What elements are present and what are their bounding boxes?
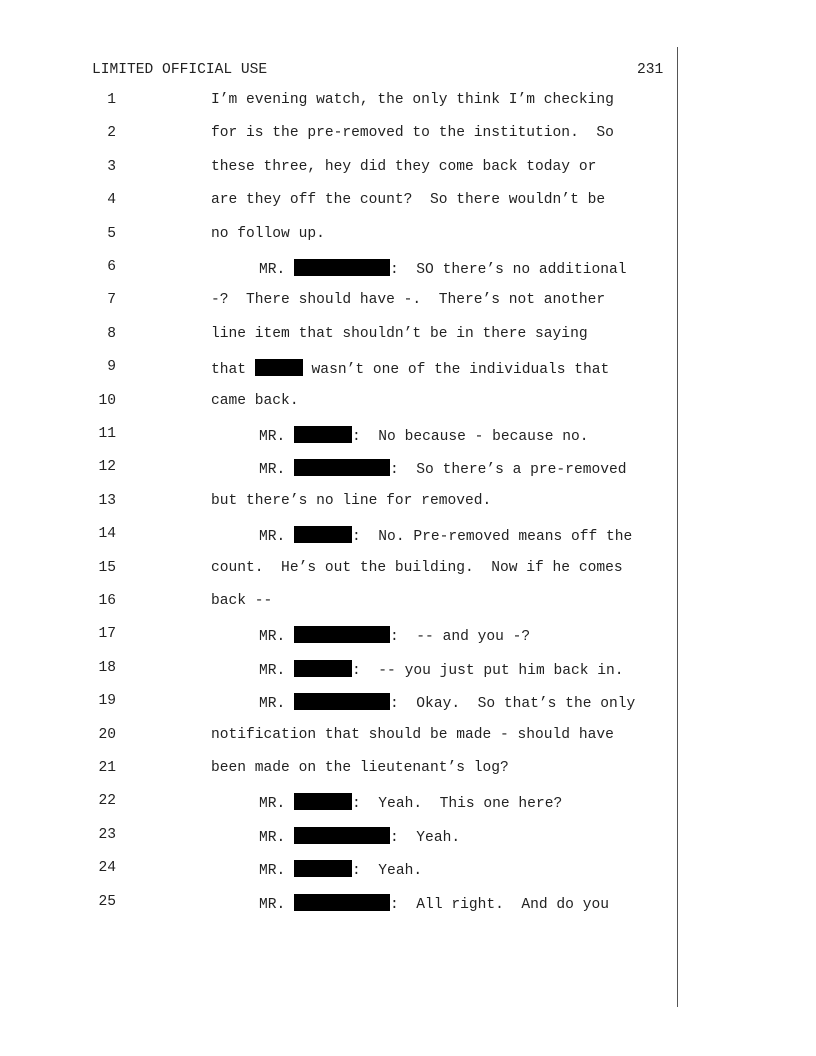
line-text xyxy=(211,593,272,609)
margin-rule xyxy=(677,47,678,1007)
line-text xyxy=(259,693,635,712)
text-segment: came back. xyxy=(211,392,299,409)
line-text xyxy=(259,526,632,545)
text-segment: : -- you just put him back in. xyxy=(352,662,624,679)
line-number: 17 xyxy=(98,626,116,643)
text-segment: : SO there’s no additional xyxy=(390,262,627,278)
transcript-line xyxy=(0,359,676,383)
line-number: 14 xyxy=(98,526,116,543)
line-number: 10 xyxy=(98,392,116,409)
text-segment: for is the pre-removed to the institution. So xyxy=(211,125,614,142)
transcript-line xyxy=(0,626,676,650)
line-number: 8 xyxy=(107,325,116,342)
line-number: 23 xyxy=(98,826,116,843)
text-segment: that xyxy=(211,362,255,379)
text-segment: these three, hey did they come back today or xyxy=(211,158,597,175)
line-number: 1 xyxy=(107,92,116,108)
page-number: 231 xyxy=(637,62,664,78)
text-segment: been made on the lieutenant’s log? xyxy=(211,760,509,776)
redaction-box xyxy=(294,259,390,276)
line-text xyxy=(211,493,491,509)
line-text xyxy=(211,125,614,141)
transcript-line xyxy=(0,660,676,684)
line-text xyxy=(259,426,589,445)
line-text xyxy=(211,727,614,743)
transcript-line xyxy=(0,292,676,316)
text-segment: MR. xyxy=(259,829,295,846)
text-segment: : No. Pre-removed means off the xyxy=(352,529,633,546)
line-number: 3 xyxy=(107,158,116,175)
transcript-line xyxy=(0,593,676,617)
text-segment: : Yeah. xyxy=(352,863,423,880)
text-segment: : No because - because no. xyxy=(352,429,589,445)
text-segment: MR. xyxy=(259,863,295,880)
line-text xyxy=(259,259,627,278)
transcript-line xyxy=(0,192,676,216)
text-segment: MR. xyxy=(259,262,295,278)
transcript-line xyxy=(0,493,676,517)
text-segment: MR. xyxy=(259,462,295,479)
text-segment: are they off the count? So there wouldn’t be xyxy=(211,192,606,209)
line-number: 22 xyxy=(98,793,116,810)
line-text xyxy=(211,226,325,242)
transcript-line xyxy=(0,159,676,183)
text-segment: MR. xyxy=(259,896,295,913)
transcript-line xyxy=(0,760,676,784)
text-segment: : All right. And do you xyxy=(390,896,609,913)
line-text xyxy=(259,827,460,846)
line-text xyxy=(211,159,596,175)
line-text xyxy=(211,760,509,776)
transcript-line xyxy=(0,860,676,884)
text-segment: : -- and you -? xyxy=(390,629,531,646)
redaction-box xyxy=(294,860,352,877)
text-segment: : So there’s a pre-removed xyxy=(390,462,627,479)
line-number: 16 xyxy=(98,593,116,609)
line-number: 24 xyxy=(98,860,116,877)
line-number: 7 xyxy=(107,292,116,309)
text-segment: MR. xyxy=(259,429,295,445)
text-segment: MR. xyxy=(259,796,295,813)
text-segment: I’m evening watch, the only think I’m checking xyxy=(211,92,614,108)
redaction-box xyxy=(294,827,390,844)
redaction-box xyxy=(294,660,352,677)
classification-header: LIMITED OFFICIAL USE xyxy=(92,62,268,78)
text-segment: but there’s no line for removed. xyxy=(211,492,492,509)
text-segment: MR. xyxy=(259,529,295,546)
text-segment: MR. xyxy=(259,696,295,713)
transcript-line xyxy=(0,894,676,918)
line-number: 5 xyxy=(107,225,116,242)
line-text xyxy=(259,894,609,913)
transcript-line xyxy=(0,259,676,283)
text-segment: MR. xyxy=(259,629,295,646)
redaction-box xyxy=(294,426,352,443)
text-segment: notification that should be made - should have xyxy=(211,726,614,743)
line-number: 11 xyxy=(98,426,116,442)
line-text xyxy=(211,192,605,208)
line-text xyxy=(259,860,422,879)
line-number: 19 xyxy=(98,693,116,710)
line-number: 18 xyxy=(98,659,116,676)
line-number: 12 xyxy=(98,459,116,476)
line-text xyxy=(259,660,624,679)
line-text xyxy=(211,292,605,308)
text-segment: no follow up. xyxy=(211,225,325,242)
text-segment: : Okay. So that’s the only xyxy=(390,696,636,713)
transcript-line xyxy=(0,793,676,817)
line-text xyxy=(211,560,623,576)
line-text xyxy=(259,793,562,812)
redaction-box xyxy=(255,359,303,376)
line-text xyxy=(259,626,530,645)
line-number: 13 xyxy=(98,492,116,509)
transcript-line xyxy=(0,827,676,851)
text-segment: back -- xyxy=(211,593,273,609)
line-number: 21 xyxy=(98,760,116,776)
line-number: 9 xyxy=(107,359,116,376)
text-segment: wasn’t one of the individuals that xyxy=(302,362,610,379)
transcript-line xyxy=(0,92,676,116)
transcript-line xyxy=(0,459,676,483)
text-segment: : Yeah. xyxy=(390,829,461,846)
redaction-box xyxy=(294,793,352,810)
transcript-line xyxy=(0,526,676,550)
redaction-box xyxy=(294,626,390,643)
line-text xyxy=(259,459,627,478)
line-number: 6 xyxy=(107,259,116,275)
text-segment: count. He’s out the building. Now if he comes xyxy=(211,559,623,576)
text-segment: -? There should have -. There’s not another xyxy=(211,292,606,309)
redaction-box xyxy=(294,526,352,543)
text-segment: : Yeah. This one here? xyxy=(352,796,563,813)
line-number: 15 xyxy=(98,559,116,576)
line-text xyxy=(211,359,609,378)
line-number: 2 xyxy=(107,125,116,142)
line-number: 20 xyxy=(98,726,116,743)
transcript-line xyxy=(0,226,676,250)
transcript-line xyxy=(0,393,676,417)
transcript-line xyxy=(0,326,676,350)
transcript-line xyxy=(0,727,676,751)
transcript-line xyxy=(0,693,676,717)
redaction-box xyxy=(294,693,390,710)
text-segment: line item that shouldn’t be in there saying xyxy=(211,325,588,342)
line-number: 4 xyxy=(107,192,116,209)
line-text xyxy=(211,92,614,108)
redaction-box xyxy=(294,459,390,476)
transcript-line xyxy=(0,426,676,450)
line-number: 25 xyxy=(98,893,116,910)
transcript-line xyxy=(0,125,676,149)
line-text xyxy=(211,326,588,342)
redaction-box xyxy=(294,894,390,911)
transcript-line xyxy=(0,560,676,584)
line-text xyxy=(211,393,299,409)
text-segment: MR. xyxy=(259,662,295,679)
